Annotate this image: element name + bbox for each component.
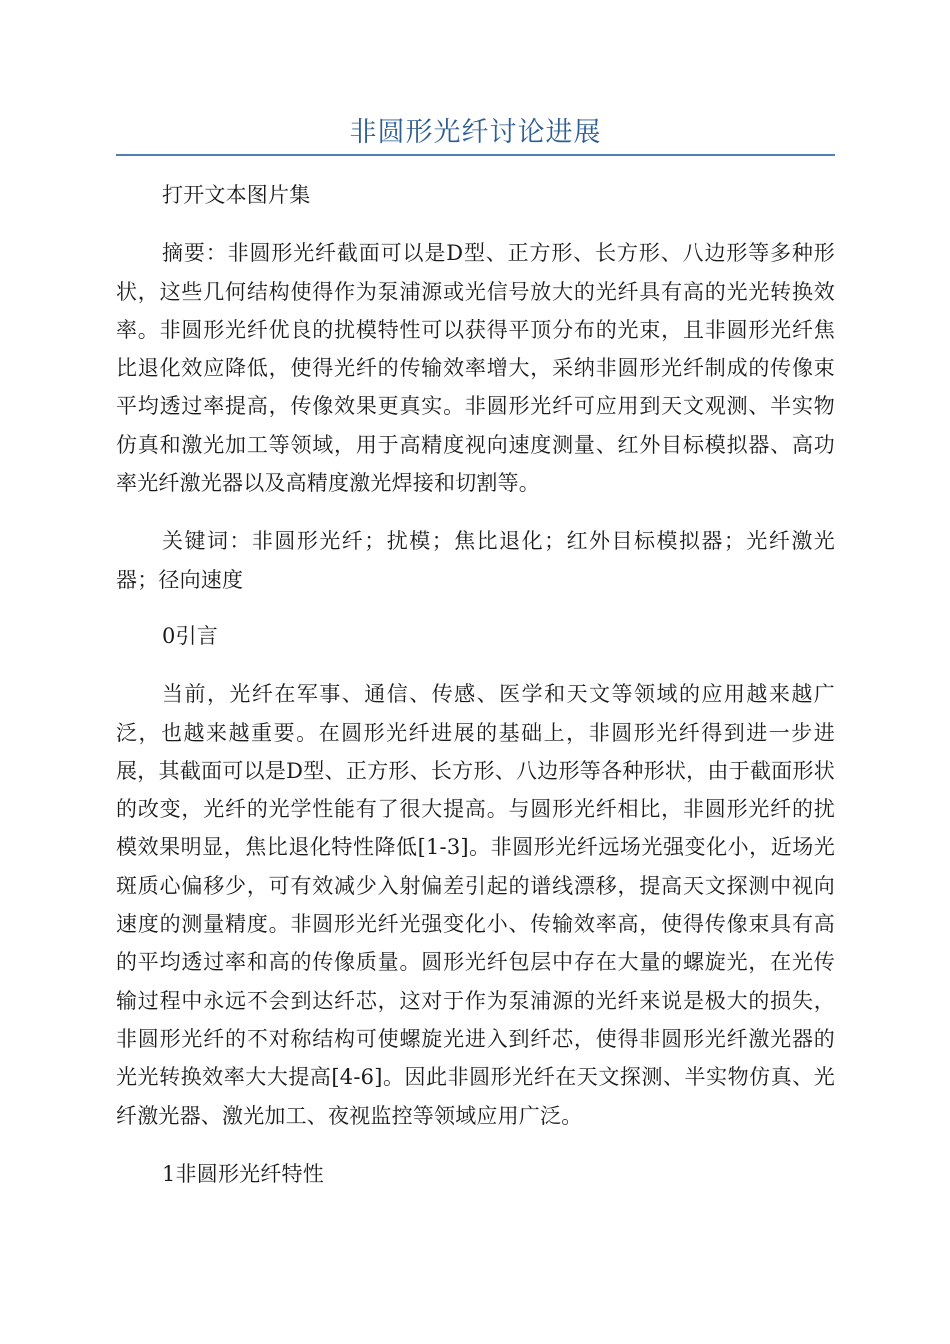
section-heading-introduction: 0引言 [162, 623, 218, 648]
document-title: 非圆形光纤讨论进展 [349, 117, 602, 148]
section-heading-characteristics: 1非圆形光纤特性 [162, 1161, 324, 1186]
keywords-paragraph: 关键词：非圆形光纤；扰模；焦比退化；红外目标模拟器；光纤激光器；径向速度 [116, 529, 835, 592]
introduction-paragraph: 当前，光纤在军事、通信、传感、医学和天文等领域的应用越来越广泛，也越来越重要。在圆形光纤进展的基础上，非圆形光纤得到进一步进展，其截面可以是D型、正方形、长方形、八边形等各种形状，由于截面形状的改变，光纤的光学性能有了很大提高。与圆形光纤相比，非圆形光纤的扰模效果明显，焦比退化特性降低[1-3]。非圆形光纤远场光强变化小，近场光斑质心偏移少，可有效减少入射偏差引起的谱线漂移，提高天文探测中视向速度的测量精度。非圆形光纤光强变化小、传输效率高，使得传像束具有高的平均透过率和高的传像质量。圆形光纤包层中存在大量的螺旋光，在光传输过程中永远不会到达纤芯，这对于作为泵浦源的光纤来说是极大的损失，非圆形光纤的不对称结构可使螺旋光进入到纤芯，使得非圆形光纤激光器的光光转换效率大大提高[4-6]。因此非圆形光纤在天文探测、半实物仿真、光纤激光器、激光加工、夜视监控等领域应用广泛。 [116, 682, 835, 1128]
open-image-set-link[interactable]: 打开文本图片集 [162, 183, 311, 207]
document-body [116, 176, 835, 1193]
title-underline [116, 154, 835, 156]
abstract-paragraph: 摘要：非圆形光纤截面可以是D型、正方形、长方形、八边形等多种形状，这些几何结构使得作为泵浦源或光信号放大的光纤具有高的光光转换效率。非圆形光纤优良的扰模特性可以获得平顶分布的光束，且非圆形光纤焦比退化效应降低，使得光纤的传输效率增大，采纳非圆形光纤制成的传像束平均透过率提高，传像效果更真实。非圆形光纤可应用到天文观测、半实物仿真和激光加工等领域，用于高精度视向速度测量、红外目标模拟器、高功率光纤激光器以及高精度激光焊接和切割等。 [116, 241, 835, 496]
